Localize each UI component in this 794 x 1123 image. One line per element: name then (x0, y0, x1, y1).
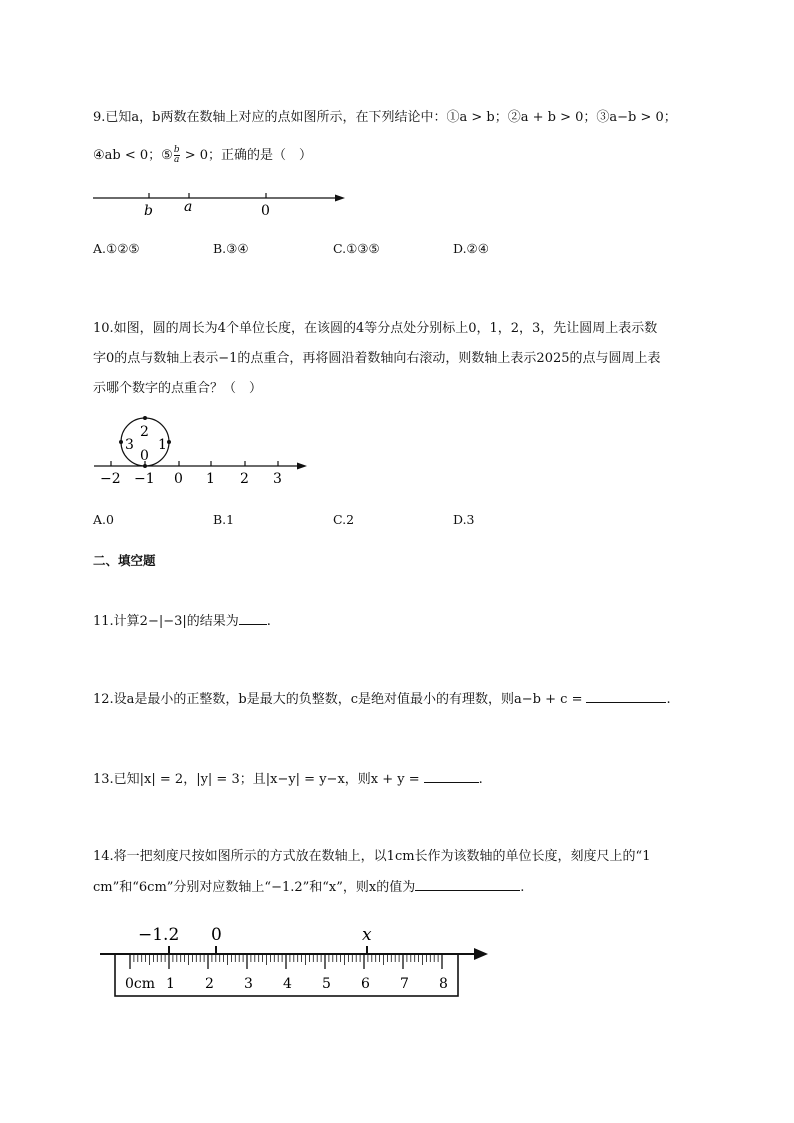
q10-line3: 示哪个数字的点重合？（ ） (93, 381, 263, 396)
q10-axis-arrow (297, 463, 307, 470)
q10-option-c[interactable]: C.2 (333, 512, 355, 527)
q9-label-a: a (184, 199, 193, 215)
q10-tick-label-1: 1 (206, 471, 215, 487)
q10-circle-label-3: 3 (125, 437, 134, 453)
q10-circle-point-3 (119, 440, 123, 444)
q14-ruler-label-3: 3 (244, 976, 253, 992)
q10-option-d[interactable]: D.3 (453, 512, 475, 527)
q14-axis-arrow (474, 948, 488, 960)
q10-circle-label-0: 0 (140, 448, 149, 464)
q14-ruler-label-4: 4 (283, 976, 292, 992)
q9-label-zero: 0 (261, 203, 270, 219)
q9-option-b[interactable]: B.③④ (213, 241, 249, 256)
q12-end: . (666, 692, 671, 707)
q13-end: . (478, 772, 483, 787)
q12-answer-blank[interactable] (586, 690, 666, 703)
q14-ruler-label-0cm: 0cm (125, 976, 156, 992)
q13-answer-blank[interactable] (424, 770, 479, 783)
q9-line2 (93, 146, 312, 165)
q13-text: 13.已知|x| = 2，|y| = 3；且|x−y| = y−x，则x + y = (93, 772, 420, 787)
q11-end: . (266, 614, 271, 629)
q14-ruler-label-6: 6 (361, 976, 370, 992)
q14-end: . (520, 880, 525, 895)
q10-tick-label-m2: −2 (100, 471, 121, 487)
q11-line (93, 612, 271, 631)
q9-option-a[interactable]: A.①②⑤ (93, 241, 140, 256)
q14-ruler-label-7: 7 (400, 976, 409, 992)
q10-line1: 10.如图，圆的周长为4个单位长度，在该圆的4等分点处分别标上0，1，2，3，先让圆周上表示数 (93, 321, 658, 336)
q11-answer-blank[interactable] (239, 612, 267, 625)
q14-line2 (93, 878, 524, 897)
q11-text: 11.计算2−|−3|的结果为 (93, 614, 239, 629)
q14-line1: 14.将一把刻度尺按如图所示的方式放在数轴上，以1cm长作为该数轴的单位长度，刻度尺上的“1 (93, 849, 651, 864)
q9-line2-a: ④ab < 0；⑤ (93, 148, 173, 163)
q9-frac-den: a (174, 155, 180, 165)
q10-tick-label-3: 3 (273, 471, 282, 487)
q12-text: 12.设a是最小的正整数，b是最大的负整数，c是绝对值最小的有理数，则a−b + c = (93, 692, 583, 707)
section-heading-fill-in: 二、填空题 (93, 553, 156, 568)
q9-axis-arrow (335, 195, 345, 202)
q10-circle-label-2: 2 (140, 424, 149, 440)
q14-ruler-label-5: 5 (322, 976, 331, 992)
q9-line1: 9.已知a，b两数在数轴上对应的点如图所示，在下列结论中：①a > b；②a + b > 0；③a−b > 0； (93, 110, 677, 125)
q13-line (93, 770, 483, 789)
q14-ruler-label-2: 2 (205, 976, 214, 992)
q14-line2-text: cm”和“6cm”分别对应数轴上“−1.2”和“x”，则x的值为 (93, 880, 416, 895)
q9-label-b: b (144, 203, 153, 219)
q9-option-d[interactable]: D.②④ (453, 241, 489, 256)
q10-circle-figure (90, 412, 315, 490)
q14-ruler-label-1: 1 (166, 976, 175, 992)
q10-tick-label-0: 0 (174, 471, 183, 487)
q10-circle-point-2 (143, 416, 147, 420)
q9-option-c[interactable]: C.①③⑤ (333, 241, 380, 256)
q14-axis-label-neg1-2: −1.2 (138, 925, 180, 945)
q10-option-a[interactable]: A.0 (93, 512, 114, 527)
q9-number-line-figure (85, 185, 355, 220)
q9-frac-num: b (173, 145, 180, 155)
q14-axis-label-x: x (362, 925, 372, 945)
q10-circle-point-1 (167, 440, 171, 444)
q10-tick-label-m1: −1 (134, 471, 155, 487)
q10-circle-label-1: 1 (158, 437, 167, 453)
q12-line (93, 690, 671, 709)
q14-answer-blank[interactable] (415, 878, 520, 891)
q10-line2: 字0的点与数轴上表示−1的点重合，再将圆沿着数轴向右滚动，则数轴上表示2025的点与圆周上表 (93, 351, 661, 366)
q9-line2-b: > 0；正确的是（ ） (180, 148, 313, 163)
q14-ruler-label-8: 8 (439, 976, 448, 992)
q10-option-b[interactable]: B.1 (213, 512, 235, 527)
q9-fraction (174, 146, 180, 165)
q14-axis-label-zero: 0 (211, 925, 222, 945)
q10-tick-label-2: 2 (240, 471, 249, 487)
q14-ruler-ticks (130, 955, 442, 969)
q14-ruler-figure (95, 920, 495, 1002)
